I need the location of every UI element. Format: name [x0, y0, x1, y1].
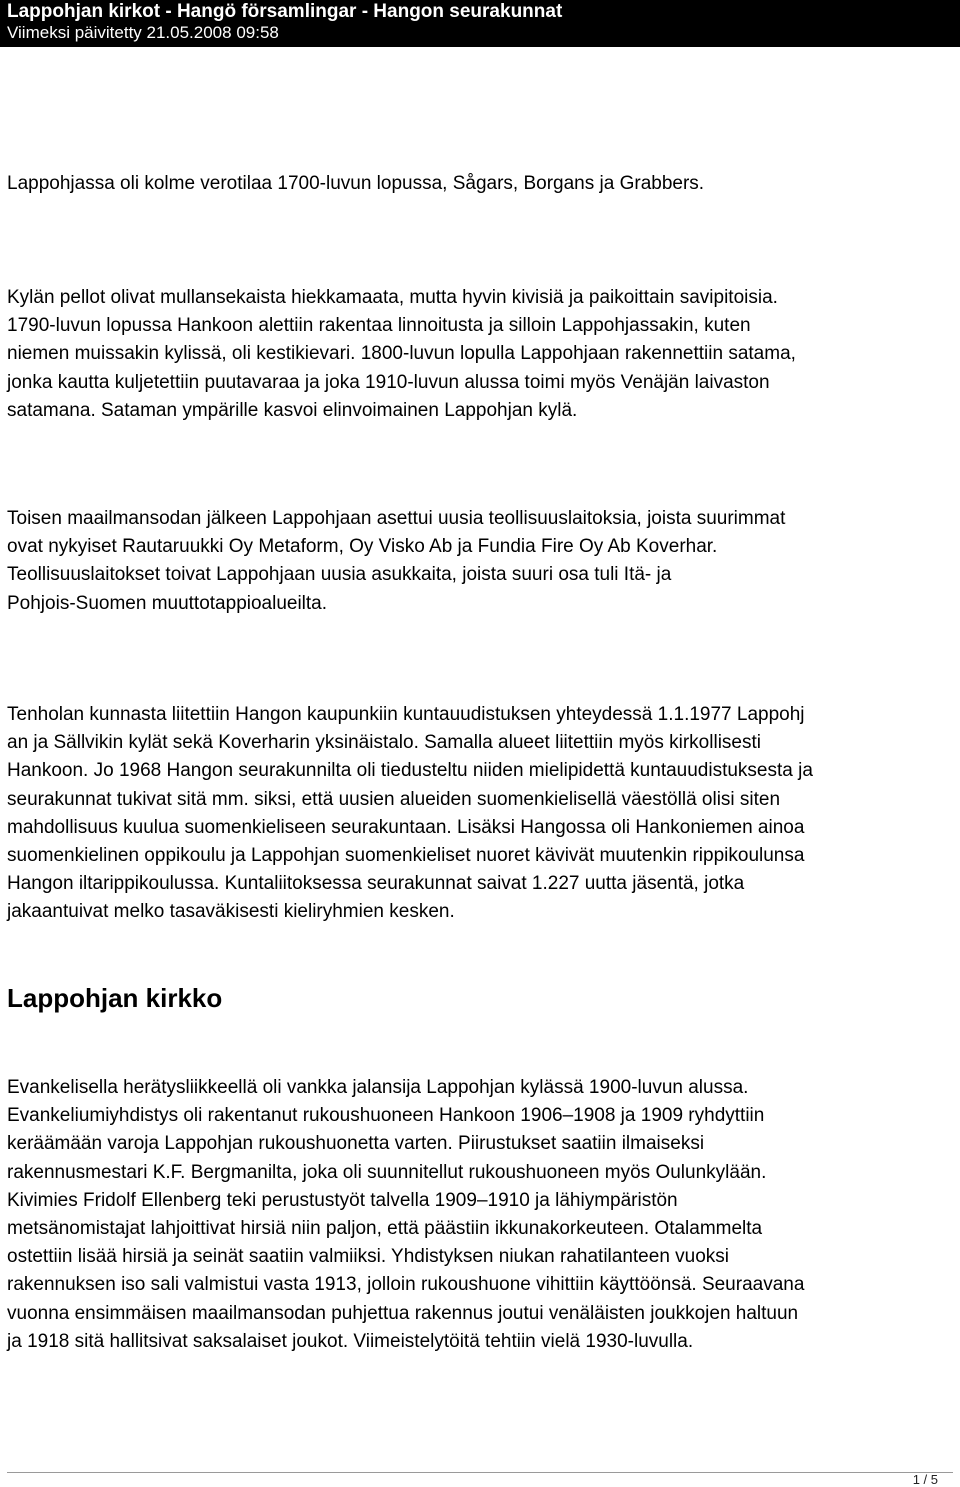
body-paragraph-2: Kylän pellot olivat mullansekaista hiekkamaata, mutta hyvin kivisiä ja paikoittain savipitoisia. 1790-luvun lopussa Hankoon alettiin rakentaa linnoitusta ja silloin Lappohjassakin, kuten niemen muissakin kylissä, oli kestikievari. 1800-luvun lopulla Lappohjaan rakennettiin satama, jonka kautta kuljetettiin puutavaraa ja joka 1910-luvun alussa toimi myös Venäjän laivaston satamana. Sataman ympärille kasvoi elinvoimainen Lappohjan kylä. — [7, 287, 796, 421]
page-number: 1 / 5 — [912, 1472, 938, 1487]
body-paragraph-1: Lappohjassa oli kolme verotilaa 1700-luvun lopussa, Sågars, Borgans ja Grabbers. — [7, 173, 705, 194]
body-paragraph-4: Tenholan kunnasta liitettiin Hangon kaupunkiin kuntauudistuksen yhteydessä 1.1.1977 Lappohj an ja Sällvikin kylät sekä Koverharin yksinäistalo. Samalla alueet liitettiin myös kirkollisesti Hankoon. Jo 1968 Hangon seurakunnilta oli tiedusteltu niiden mielipidettä kuntauudistuksesta ja seurakunnat tukivat sitä mm. siksi, että uusien alueiden suomenkielisellä väestöllä olisi siten mahdollisuus kuulua suomenkieliseen seurakuntaan. Lisäksi Hangossa oli Hankoniemen ainoa suomenkielinen oppikoulu ja Lappohjan suomenkieliset nuoret kävivät muutenkin rippikoulunsa Hangon iltarippikoulussa. Kuntaliitoksessa seurakunnat saivat 1.227 uutta jäsentä, jotka jakaantuivat melko tasaväkisesti kieliryhmien kesken. — [7, 704, 813, 923]
section-paragraph: Evankelisella herätysliikkeellä oli vankka jalansija Lappohjan kylässä 1900-luvun alussa. Evankeliumiyhdistys oli rakentanut rukoushuoneen Hankoon 1906–1908 ja 1909 ryhdyttiin keräämään varoja Lappohjan rukoushuonetta varten. Piirustukset saatiin ilmaiseksi rakennusmestari K.F. Bergmanilta, joka oli suunnitellut rukoushuoneen myös Oulunkylään. Kivimies Fridolf Ellenberg teki perustustyöt talvella 1909–1910 ja lähiympäristön metsänomistajat lahjoittivat hirsiä niin paljon, että päästiin ikkunakorkeuteen. Otalammelta ostettiin lisää hirsiä ja seinät saatiin valmiiksi. Yhdistyksen niukan rahatilanteen vuoksi rakennuksen iso sali valmistui vasta 1913, jolloin rukoushuone vihittiin käyttöönsä. Seuraavana vuonna ensimmäisen maailmansodan puhjettua rakennus joutui venäläisten joukkojen haltuun ja 1918 sitä hallitsivat saksalaiset joukot. Viimeistelytöitä tehtiin vielä 1930-luvulla. — [7, 1077, 805, 1352]
body-paragraph-3: Toisen maailmansodan jälkeen Lappohjaan asettui uusia teollisuuslaitoksia, joista suurimmat ovat nykyiset Rautaruukki Oy Metaform, Oy Visko Ab ja Fundia Fire Oy Ab Koverhar. Teollisuuslaitokset toivat Lappohjaan uusia asukkaita, joista suuri osa tuli Itä- ja Pohjois-Suomen muuttotappioalueilta. — [7, 508, 786, 614]
footer-divider — [7, 1472, 953, 1473]
last-updated-timestamp: Viimeksi päivitetty 21.05.2008 09:58 — [7, 23, 279, 42]
section-heading: Lappohjan kirkko — [7, 983, 223, 1013]
page-header — [0, 0, 960, 47]
page-title: Lappohjan kirkot - Hangö församlingar - Hangon seurakunnat — [7, 1, 563, 22]
